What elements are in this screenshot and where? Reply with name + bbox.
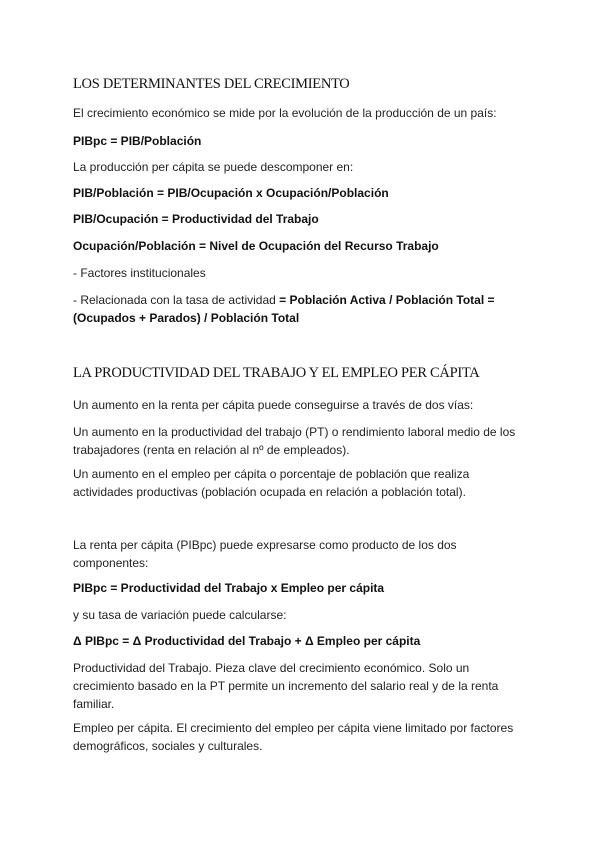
bullet-tasa-actividad: [73, 291, 523, 327]
section-heading-productividad: LA PRODUCTIVIDAD DEL TRABAJO Y EL EMPLEO PER CÁPITA: [73, 365, 480, 381]
decompose-paragraph: La producción per cápita se puede descomponer en:: [73, 160, 354, 174]
intro-paragraph: El crecimiento económico se mide por la evolución de la producción de un país:: [73, 106, 497, 120]
formula-ocupacion-poblacion: Ocupación/Población = Nivel de Ocupación del Recurso Trabajo: [73, 239, 439, 253]
productividad-paragraph: Productividad del Trabajo. Pieza clave del crecimiento económico. Solo un crecimiento basado en la PT permite un incremento del salario real y de la renta familiar.: [73, 661, 499, 711]
bullet-tasa-actividad-formula: = Población Activa / Población Total = (Ocupados + Parados) / Población Total: [73, 293, 495, 325]
formula-pib-ocupacion: PIB/Ocupación = Productividad del Trabajo: [73, 212, 319, 226]
bullet-tasa-actividad-text: - Relacionada con la tasa de actividad: [73, 293, 280, 307]
variation-paragraph: y su tasa de variación puede calcularse:: [73, 608, 287, 622]
formula-pibpc: PIBpc = PIB/Población: [73, 134, 202, 148]
empleo-paragraph: Empleo per cápita. El crecimiento del empleo per cápita viene limitado por factores demográficos, sociales y culturales.: [73, 721, 514, 753]
via-productividad-paragraph: Un aumento en la productividad del trabajo (PT) o rendimiento laboral medio de los trabajadores (renta en relación al nº de empleados).: [73, 425, 516, 457]
formula-delta-pibpc: Δ PIBpc = Δ Productividad del Trabajo + Δ Empleo per cápita: [73, 634, 421, 648]
via-empleo-paragraph: Un aumento en el empleo per cápita o porcentaje de población que realiza actividades productivas (población ocupada en relación a población total).: [73, 467, 470, 499]
bullet-factores-institucionales: - Factores institucionales: [73, 266, 206, 280]
section-heading-determinantes: LOS DETERMINANTES DEL CRECIMIENTO: [73, 76, 350, 92]
vias-intro-paragraph: Un aumento en la renta per cápita puede conseguirse a través de dos vías:: [73, 398, 474, 412]
renta-paragraph: La renta per cápita (PIBpc) puede expresarse como producto de los dos componentes:: [73, 538, 457, 570]
formula-pibpc-producto: PIBpc = Productividad del Trabajo x Empleo per cápita: [73, 581, 385, 595]
formula-pib-poblacion: PIB/Población = PIB/Ocupación x Ocupación/Población: [73, 186, 389, 200]
